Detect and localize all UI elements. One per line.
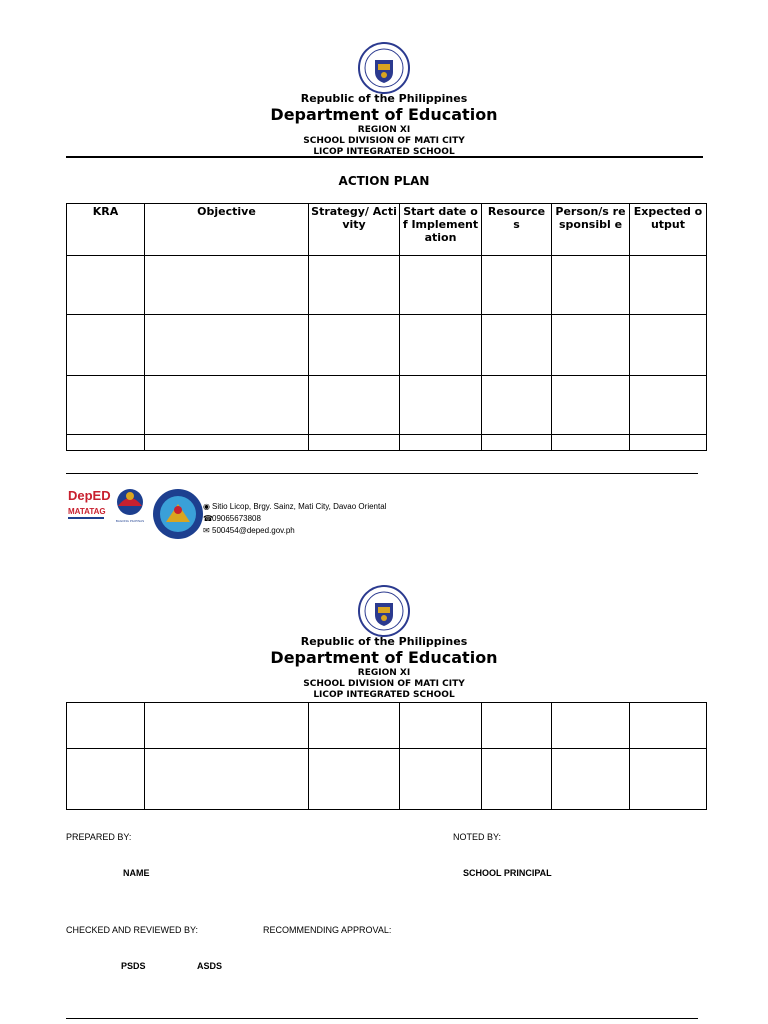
table-cell[interactable]: [630, 749, 707, 810]
table-cell[interactable]: [482, 749, 552, 810]
table-cell[interactable]: [400, 435, 482, 451]
table-cell[interactable]: [482, 315, 552, 376]
footer-divider: [66, 473, 698, 474]
table-cell[interactable]: [630, 315, 707, 376]
table-cell[interactable]: [145, 256, 309, 315]
table-cell[interactable]: [552, 376, 630, 435]
checked-by-label: CHECKED AND REVIEWED BY:: [66, 925, 199, 935]
table-cell[interactable]: [309, 256, 400, 315]
table-cell[interactable]: [630, 376, 707, 435]
table-cell[interactable]: [145, 749, 309, 810]
region-text: REGION XI: [357, 125, 411, 135]
department-title: Department of Education: [270, 648, 498, 667]
table-cell[interactable]: [400, 749, 482, 810]
column-header: Strategy/ Activity: [309, 204, 400, 256]
table-cell[interactable]: [67, 315, 145, 376]
republic-text: Republic of the Philippines: [300, 92, 468, 105]
region-text: REGION XI: [357, 668, 411, 678]
school-text: LICOP INTEGRATED SCHOOL: [313, 690, 455, 700]
table-cell[interactable]: [309, 315, 400, 376]
table-cell[interactable]: [400, 703, 482, 749]
division-text: SCHOOL DIVISION OF MATI CITY: [303, 136, 465, 146]
table-cell[interactable]: [145, 315, 309, 376]
page-header: [0, 635, 768, 701]
page-header: [0, 92, 768, 158]
deped-logo-text: DepED: [68, 488, 111, 503]
location-pin-icon: ◉: [203, 502, 210, 511]
table-header-row: [67, 204, 707, 256]
column-header: Start date of Implement ation: [400, 204, 482, 256]
table-cell[interactable]: [67, 703, 145, 749]
table-cell[interactable]: [630, 435, 707, 451]
table-cell[interactable]: [552, 315, 630, 376]
table-cell[interactable]: [552, 703, 630, 749]
table-cell[interactable]: [67, 376, 145, 435]
table-cell[interactable]: [145, 703, 309, 749]
table-cell[interactable]: [552, 435, 630, 451]
table-row: [67, 315, 707, 376]
table-cell[interactable]: [67, 749, 145, 810]
table-cell[interactable]: [309, 376, 400, 435]
column-header: Resource s: [482, 204, 552, 256]
noted-name: SCHOOL PRINCIPAL: [463, 868, 552, 878]
phone-icon: ☎: [203, 514, 213, 523]
contact-block: [203, 501, 386, 537]
address-text: Sitio Licop, Brgy. Sainz, Mati City, Davao Oriental: [212, 502, 387, 511]
deped-matatag-logo: [66, 482, 206, 542]
table-cell[interactable]: [482, 435, 552, 451]
table-cell[interactable]: [67, 435, 145, 451]
table-cell[interactable]: [400, 315, 482, 376]
department-title: Department of Education: [270, 105, 498, 124]
action-plan-table: [66, 203, 707, 451]
checked-name: PSDS: [121, 961, 146, 971]
prepared-name: NAME: [123, 868, 150, 878]
table-cell[interactable]: [482, 376, 552, 435]
email-icon: ✉: [203, 526, 210, 535]
recommending-name: ASDS: [197, 961, 223, 971]
table-cell[interactable]: [309, 435, 400, 451]
footer-logos: [66, 482, 206, 542]
table-cell[interactable]: [145, 376, 309, 435]
table-row: [67, 435, 707, 451]
deped-seal-icon: [358, 42, 410, 94]
header-divider: [66, 156, 703, 158]
table-cell[interactable]: [482, 703, 552, 749]
table-cell[interactable]: [482, 256, 552, 315]
column-header: KRA: [67, 204, 145, 256]
table-cell[interactable]: [552, 749, 630, 810]
table-cell[interactable]: [552, 256, 630, 315]
column-header: Person/s responsibl e: [552, 204, 630, 256]
bagong-logo-text: BAGONG PILIPINAS: [115, 519, 145, 523]
table-row: [67, 376, 707, 435]
email-text: 500454@deped.gov.ph: [212, 526, 295, 535]
recommending-label: RECOMMENDING APPROVAL:: [263, 925, 392, 935]
noted-by-label: NOTED BY:: [453, 832, 502, 842]
table-row: [67, 256, 707, 315]
table-cell[interactable]: [630, 703, 707, 749]
table-row: [67, 749, 707, 810]
deped-seal-icon: [358, 585, 410, 637]
table-cell[interactable]: [67, 256, 145, 315]
document-title: ACTION PLAN: [338, 174, 430, 188]
table-cell[interactable]: [309, 749, 400, 810]
column-header: Expected output: [630, 204, 707, 256]
prepared-by-label: PREPARED BY:: [66, 832, 132, 842]
table-cell[interactable]: [309, 703, 400, 749]
footer-divider: [66, 1018, 698, 1019]
column-header: Objective: [145, 204, 309, 256]
division-text: SCHOOL DIVISION OF MATI CITY: [303, 679, 465, 689]
action-plan-table-continued: [66, 702, 707, 810]
table-cell[interactable]: [400, 256, 482, 315]
table-cell[interactable]: [400, 376, 482, 435]
republic-text: Republic of the Philippines: [300, 635, 468, 648]
matatag-logo-text: MATATAG: [68, 507, 106, 516]
phone-text: 09065673808: [212, 514, 261, 523]
table-cell[interactable]: [630, 256, 707, 315]
table-row: [67, 703, 707, 749]
school-text: LICOP INTEGRATED SCHOOL: [313, 147, 455, 157]
table-cell[interactable]: [145, 435, 309, 451]
